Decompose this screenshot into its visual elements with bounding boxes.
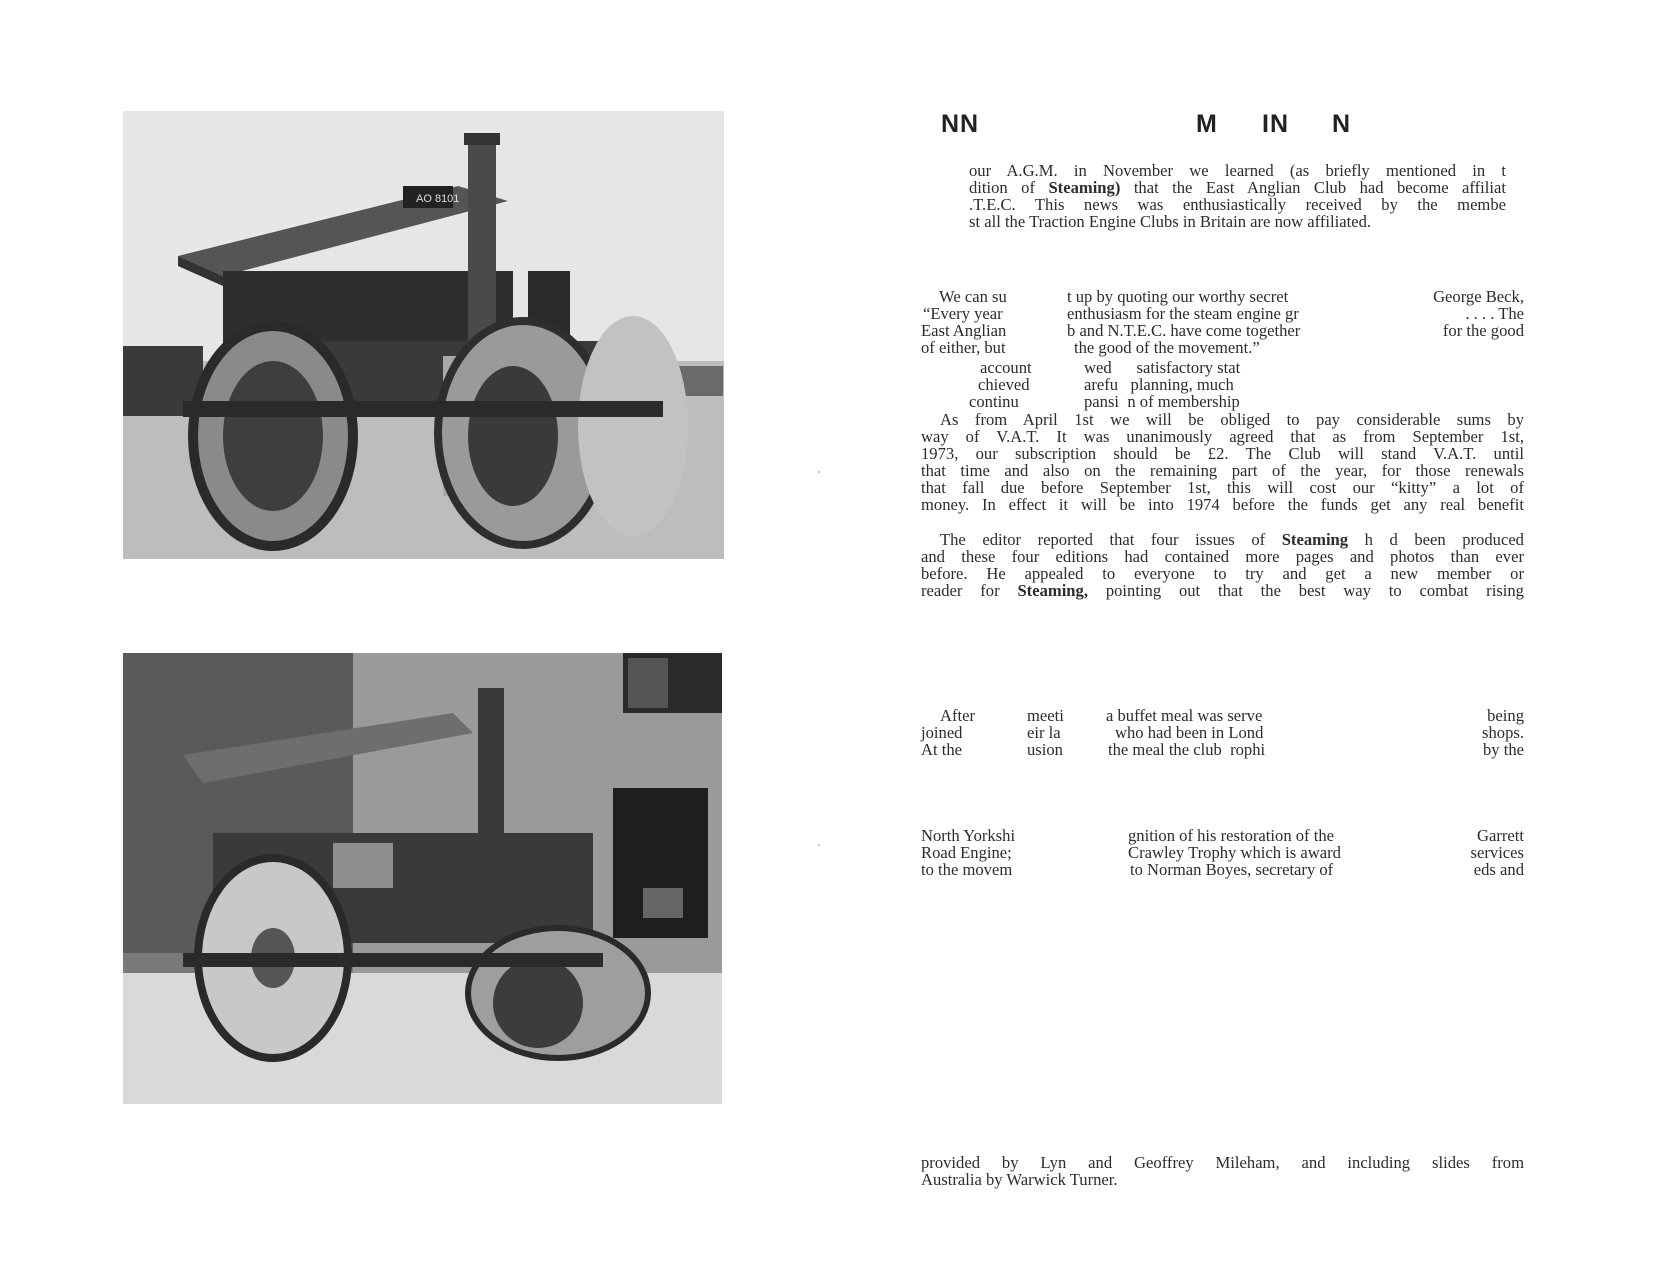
north-fragment: Garrett <box>1477 826 1524 845</box>
quote-fragment: b and N.T.E.C. have come together <box>1067 321 1301 340</box>
north-fragment: to the movem <box>921 860 1013 879</box>
vat-paragraph-line: money. In effect it will be into 1974 before the funds get any real benefit <box>921 495 1524 514</box>
quote-fragment: the good of the movement.” <box>1074 338 1260 357</box>
intro-line: st all the Traction Engine Clubs in Britain are now affiliated. <box>969 212 1372 231</box>
quote-fragment: for the good <box>1442 321 1524 340</box>
quote-fragment: “Every year <box>923 304 1003 323</box>
quote-fragment: George Beck, <box>1433 287 1524 306</box>
after-fragment: joined <box>921 723 963 742</box>
article-heading-part-3: IN <box>1262 110 1289 138</box>
steam-roller-photo-bottom <box>123 653 722 1104</box>
quote-fragment: enthusiasm for the steam engine gr <box>1067 304 1299 323</box>
text-fragment: account <box>980 358 1032 377</box>
after-fragment: by the <box>1482 740 1524 759</box>
intro-line: .T.E.C. This news was enthusiastically received by the membe <box>969 195 1506 214</box>
closing-line: provided by Lyn and Geoffrey Mileham, and including slides from <box>921 1153 1524 1172</box>
north-fragment: Road Engine; <box>921 843 1012 862</box>
north-fragment: eds and <box>1473 860 1524 879</box>
text-fragment: arefu planning, much <box>1084 375 1234 394</box>
quote-fragment: . . . . The <box>1465 304 1524 323</box>
vat-paragraph-line: As from April 1st we will be obliged to pay considerable sums by <box>940 410 1524 429</box>
north-fragment: services <box>1470 843 1524 862</box>
quote-fragment: East Anglian <box>921 321 1007 340</box>
page-speck <box>818 844 820 846</box>
after-fragment: At the <box>921 740 963 759</box>
article-heading-part-1: NN <box>941 110 980 138</box>
after-fragment: shops. <box>1482 723 1524 742</box>
quote-fragment: of either, but <box>921 338 1006 357</box>
editor-paragraph-line: before. He appealed to everyone to try and get a new member or <box>921 564 1524 583</box>
roller-plate-text: AO 8101 <box>416 193 460 205</box>
closing-line: Australia by Warwick Turner. <box>921 1170 1118 1189</box>
after-fragment: who had been in Lond <box>1115 723 1264 742</box>
north-fragment: gnition of his restoration of the <box>1128 826 1335 845</box>
page-speck <box>818 471 820 473</box>
after-fragment: usion <box>1027 740 1063 759</box>
after-fragment: a buffet meal was serve <box>1106 706 1263 725</box>
vat-paragraph-line: that fall due before September 1st, this will cost our “kitty” a lot of <box>921 478 1524 497</box>
quote-fragment: t up by quoting our worthy secret <box>1067 287 1289 306</box>
north-fragment: Crawley Trophy which is award <box>1128 843 1341 862</box>
after-fragment: being <box>1487 706 1524 725</box>
editor-paragraph-line: reader for Steaming, pointing out that the best way to combat rising <box>921 581 1524 600</box>
editor-paragraph-line: The editor reported that four issues of Steaming h d been produced <box>940 530 1524 549</box>
text-fragment: chieved <box>978 375 1030 394</box>
quote-fragment: We can su <box>939 287 1007 306</box>
text-fragment: continu <box>969 392 1019 411</box>
after-fragment: After <box>940 706 976 725</box>
intro-line: dition of Steaming) that the East Anglian Club had become affiliat <box>969 178 1506 197</box>
north-fragment: to Norman Boyes, secretary of <box>1130 860 1334 879</box>
after-fragment: the meal the club rophi <box>1108 740 1266 759</box>
vat-paragraph-line: 1973, our subscription should be £2. The Club will stand V.A.T. until <box>921 444 1524 463</box>
text-fragment: wed satisfactory stat <box>1084 358 1241 377</box>
after-fragment: meeti <box>1027 706 1064 725</box>
intro-line: our A.G.M. in November we learned (as briefly mentioned in t <box>969 161 1506 180</box>
text-fragment: pansi n of membership <box>1084 392 1240 411</box>
steam-roller-photo-top <box>123 111 724 559</box>
editor-paragraph-line: and these four editions had contained more pages and photos than ever <box>921 547 1524 566</box>
after-fragment: eir la <box>1027 723 1061 742</box>
article-heading-part-4: N <box>1332 110 1352 138</box>
article-heading-part-2: M <box>1196 110 1218 138</box>
north-fragment: North Yorkshi <box>921 826 1016 845</box>
vat-paragraph-line: way of V.A.T. It was unanimously agreed that as from September 1st, <box>921 427 1524 446</box>
vat-paragraph-line: that time and also on the remaining part of the year, for those renewals <box>921 461 1524 480</box>
